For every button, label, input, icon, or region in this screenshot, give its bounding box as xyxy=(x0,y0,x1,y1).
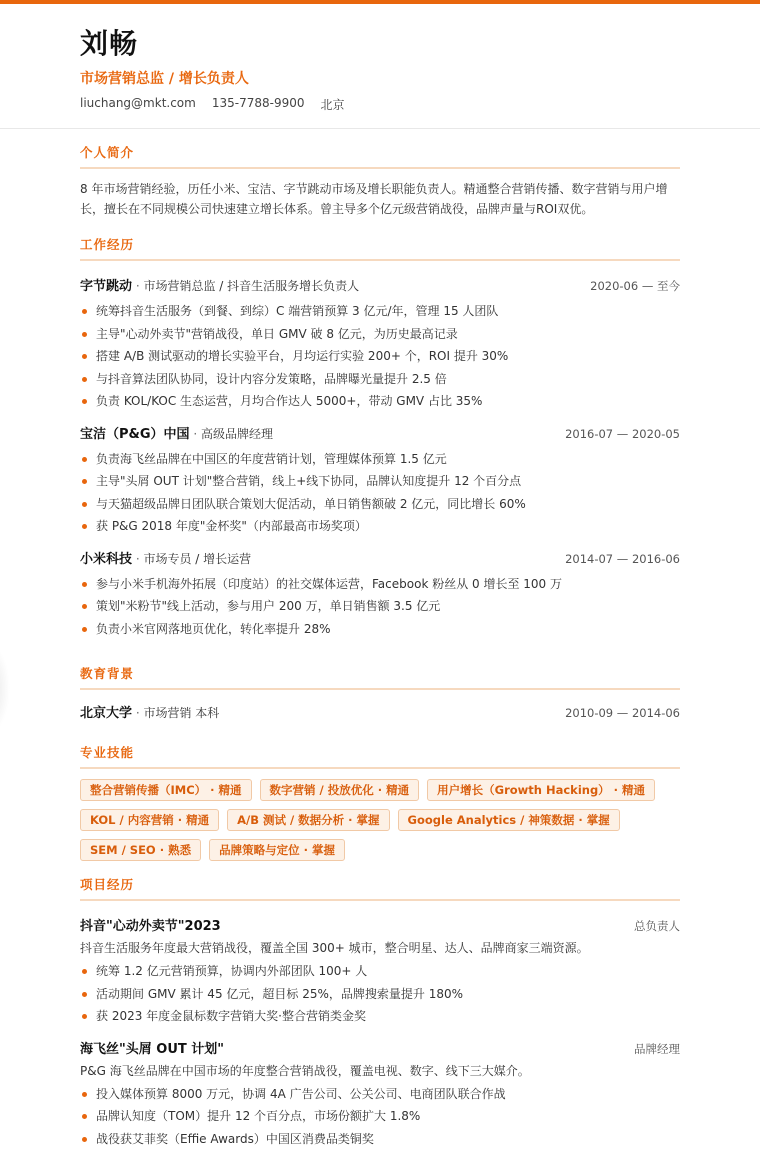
project-name: 海飞丝"头屑 OUT 计划" xyxy=(80,1038,224,1057)
job-bullets xyxy=(80,573,680,641)
job-entry xyxy=(80,423,680,538)
project-description: 抖音生活服务年度最大营销战役，覆盖全国 300+ 城市，整合明星、达人、品牌商家三端资源。 xyxy=(80,938,680,958)
job-bullets xyxy=(80,448,680,538)
list-item: 策划"米粉节"线上活动，参与用户 200 万，单日销售额 3.5 亿元 xyxy=(80,595,680,618)
skills-section xyxy=(80,743,680,869)
project-role: 品牌经理 xyxy=(634,1041,680,1057)
project-header xyxy=(80,915,680,934)
person-name: 刘畅 xyxy=(80,22,138,62)
list-item: 统筹 1.2 亿元营销预算，协调内外部团队 100+ 人 xyxy=(80,960,680,983)
project-header xyxy=(80,1038,680,1057)
email-text: liuchang@mkt.com xyxy=(80,96,196,113)
job-header: 字节跳动 · 市场营销总监 / 抖音生活服务增长负责人 2020-06 — 至今 xyxy=(80,275,680,294)
resume-content xyxy=(80,129,680,1150)
list-item: 战役获艾菲奖（Effie Awards）中国区消费品类铜奖 xyxy=(80,1128,680,1150)
list-item: 投入媒体预算 8000 万元，协调 4A 广告公司、公关公司、电商团队联合作战 xyxy=(80,1083,680,1106)
education-entry: 北京大学 · 市场营销 本科 2010-09 — 2014-06 xyxy=(80,702,680,721)
section-title-summary: 个人简介 xyxy=(80,143,680,169)
major-text: 市场营销 本科 xyxy=(143,706,219,720)
skill-tag: 数字营销 / 投放优化 · 精通 xyxy=(260,779,420,801)
list-item: 与抖音算法团队协同，设计内容分发策略，品牌曝光量提升 2.5 倍 xyxy=(80,368,680,391)
project-bullets xyxy=(80,960,680,1028)
resume-header xyxy=(0,4,760,129)
section-title-education: 教育背景 xyxy=(80,664,680,690)
project-entry xyxy=(80,1038,680,1150)
skill-tag: 整合营销传播（IMC） · 精通 xyxy=(80,779,252,801)
list-item: 获 2023 年度金鼠标数字营销大奖·整合营销类金奖 xyxy=(80,1005,680,1028)
list-item: 负责小米官网落地页优化，转化率提升 28% xyxy=(80,618,680,641)
skill-tag: KOL / 内容营销 · 精通 xyxy=(80,809,219,831)
skill-tag: 用户增长（Growth Hacking） · 精通 xyxy=(427,779,655,801)
job-date: 2016-07 — 2020-05 xyxy=(565,427,680,441)
job-header: 小米科技 · 市场专员 / 增长运营 2014-07 — 2016-06 xyxy=(80,548,680,567)
projects-section xyxy=(80,875,680,1150)
job-entry xyxy=(80,548,680,641)
job-header: 宝洁（P&G）中国 · 高级品牌经理 2016-07 — 2020-05 xyxy=(80,423,680,442)
section-title-skills: 专业技能 xyxy=(80,743,680,769)
list-item: 主导"头屑 OUT 计划"整合营销，线上+线下协同，品牌认知度提升 12 个百分点 xyxy=(80,470,680,493)
skill-tag: 品牌策略与定位 · 掌握 xyxy=(209,839,345,861)
project-entry xyxy=(80,915,680,1028)
job-date: 2014-07 — 2016-06 xyxy=(565,552,680,566)
list-item: 负责 KOL/KOC 生态运营，月均合作达人 5000+，带动 GMV 占比 35% xyxy=(80,390,680,413)
summary-text: 8 年市场营销经验，历任小米、宝洁、字节跳动市场及增长职能负责人。精通整合营销传播、数字营销与用户增长，擅长在不同规模公司快速建立增长体系。曾主导多个亿元级营销战役，品牌声量与ROI双优。 xyxy=(80,179,680,219)
job-entry xyxy=(80,275,680,413)
job-position: 市场专员 / 增长运营 xyxy=(143,552,251,566)
company-name: 宝洁（P&G）中国 xyxy=(80,427,190,442)
education-date: 2010-09 — 2014-06 xyxy=(565,706,680,720)
skill-tags xyxy=(80,779,680,869)
list-item: 活动期间 GMV 累计 45 亿元，超目标 25%，品牌搜索量提升 180% xyxy=(80,983,680,1006)
list-item: 主导"心动外卖节"营销战役，单日 GMV 破 8 亿元，为历史最高记录 xyxy=(80,323,680,346)
company-name: 字节跳动 xyxy=(80,279,132,294)
list-item: 参与小米手机海外拓展（印度站）的社交媒体运营，Facebook 粉丝从 0 增长至 100 万 xyxy=(80,573,680,596)
list-item: 负责海飞丝品牌在中国区的年度营销计划，管理媒体预算 1.5 亿元 xyxy=(80,448,680,471)
project-role: 总负责人 xyxy=(634,918,680,934)
list-item: 与天猫超级品牌日团队联合策划大促活动，单日销售额破 2 亿元，同比增长 60% xyxy=(80,493,680,516)
job-title: 市场营销总监 / 增长负责人 xyxy=(80,68,249,88)
skill-tag: SEM / SEO · 熟悉 xyxy=(80,839,201,861)
project-name: 抖音"心动外卖节"2023 xyxy=(80,915,221,934)
job-position: 高级品牌经理 xyxy=(201,427,273,441)
education-section xyxy=(80,664,680,721)
section-title-experience: 工作经历 xyxy=(80,235,680,261)
edge-shadow xyxy=(0,644,10,734)
contact-info xyxy=(80,96,361,113)
company-name: 小米科技 xyxy=(80,552,132,567)
experience-section xyxy=(80,235,680,640)
summary-section xyxy=(80,143,680,219)
phone-text: 135-7788-9900 xyxy=(212,96,305,113)
list-item: 品牌认知度（TOM）提升 12 个百分点，市场份额扩大 1.8% xyxy=(80,1105,680,1128)
list-item: 统筹抖音生活服务（到餐、到综）C 端营销预算 3 亿元/年，管理 15 人团队 xyxy=(80,300,680,323)
project-bullets xyxy=(80,1083,680,1150)
job-date: 2020-06 — 至今 xyxy=(590,278,680,294)
city-text: 北京 xyxy=(321,96,345,113)
school-name: 北京大学 xyxy=(80,706,132,721)
job-position: 市场营销总监 / 抖音生活服务增长负责人 xyxy=(143,279,359,293)
skill-tag: Google Analytics / 神策数据 · 掌握 xyxy=(398,809,620,831)
list-item: 获 P&G 2018 年度"金杯奖"（内部最高市场奖项） xyxy=(80,515,680,538)
skill-tag: A/B 测试 / 数据分析 · 掌握 xyxy=(227,809,389,831)
section-title-projects: 项目经历 xyxy=(80,875,680,901)
project-description: P&G 海飞丝品牌在中国市场的年度整合营销战役，覆盖电视、数字、线下三大媒介。 xyxy=(80,1061,680,1081)
resume-page xyxy=(0,4,760,1129)
list-item: 搭建 A/B 测试驱动的增长实验平台，月均运行实验 200+ 个，ROI 提升 30% xyxy=(80,345,680,368)
job-bullets xyxy=(80,300,680,413)
